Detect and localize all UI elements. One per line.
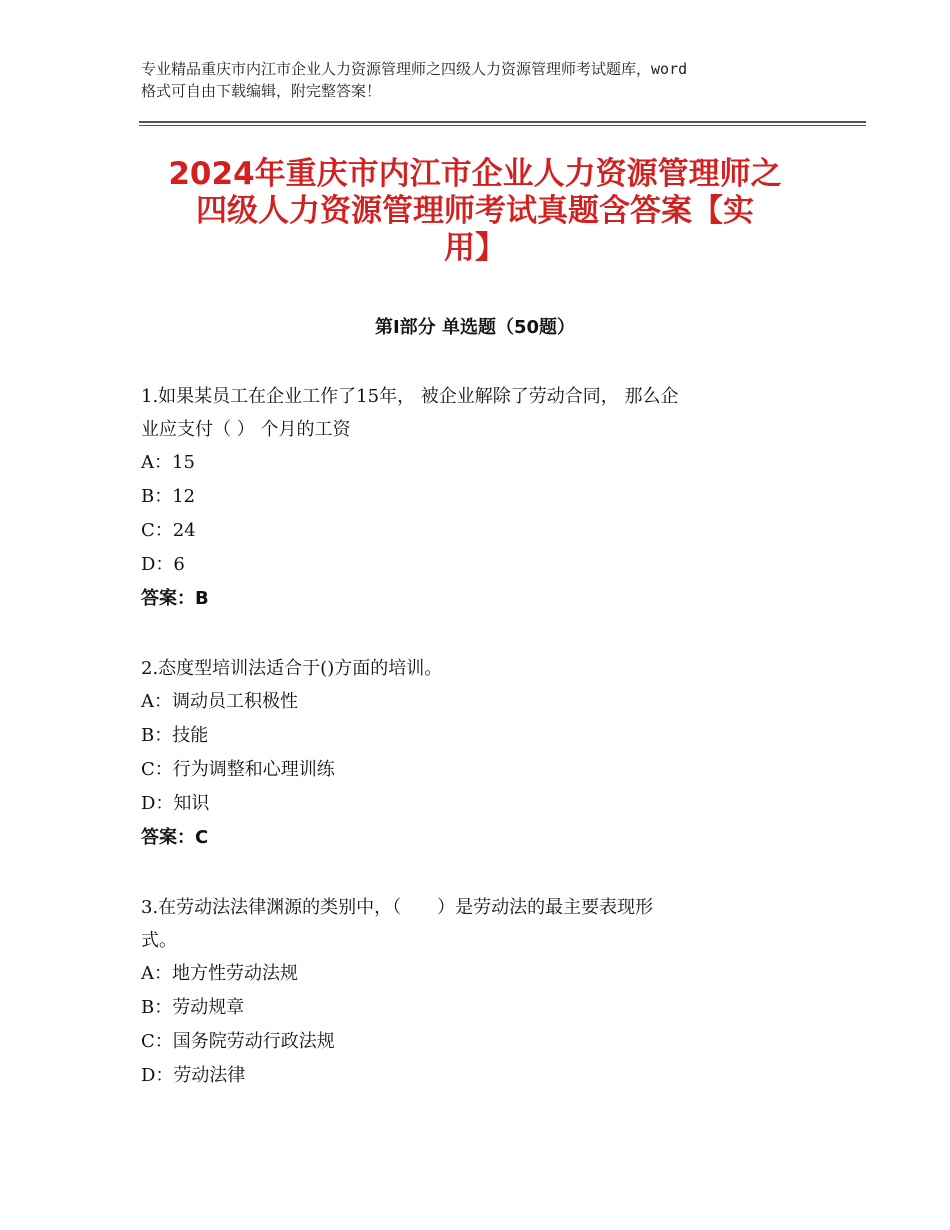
question-item bbox=[141, 652, 811, 855]
option-c: C：行为调整和心理训练 bbox=[141, 759, 335, 780]
header-divider-thin bbox=[139, 125, 866, 126]
header-note-line: 格式可自由下载编辑，附完整答案！ bbox=[141, 82, 382, 100]
option-d: D：劳动法律 bbox=[141, 1065, 246, 1086]
question-stem-line: 2.态度型培训法适合于()方面的培训。 bbox=[141, 658, 443, 679]
option-a: A：地方性劳动法规 bbox=[141, 963, 298, 984]
document-title-line: 四级人力资源管理师考试真题含答案【实 bbox=[196, 193, 754, 229]
header-divider bbox=[139, 121, 866, 123]
section-title: 第Ⅰ部分 单选题（50题） bbox=[374, 317, 575, 338]
question-stem-line: 业应支付（ ） 个月的工资 bbox=[141, 419, 351, 440]
question-stem bbox=[141, 380, 811, 446]
header-note bbox=[141, 58, 841, 102]
option-b: B：技能 bbox=[141, 725, 209, 746]
question-stem-line: 式。 bbox=[141, 930, 177, 951]
document-title-line: 用】 bbox=[444, 230, 506, 266]
option-d: D：知识 bbox=[141, 793, 210, 814]
option-a: A：15 bbox=[141, 452, 195, 473]
answer-label: 答案：B bbox=[141, 588, 209, 609]
option-b: B：劳动规章 bbox=[141, 997, 245, 1018]
document-title bbox=[120, 156, 830, 267]
option-d: D：6 bbox=[141, 554, 185, 575]
question-stem-line: 3.在劳动法法律渊源的类别中，（ ）是劳动法的最主要表现形 bbox=[141, 897, 654, 918]
question-stem-line: 1.如果某员工在企业工作了15年， 被企业解除了劳动合同， 那么企 bbox=[141, 386, 679, 407]
document-title-line: 2024年重庆市内江市企业人力资源管理师之 bbox=[168, 156, 782, 192]
question-item bbox=[141, 891, 811, 1093]
option-a: A：调动员工积极性 bbox=[141, 691, 298, 712]
question-item bbox=[141, 380, 811, 616]
answer-label: 答案：C bbox=[141, 827, 209, 848]
question-stem bbox=[141, 652, 811, 685]
option-c: C：国务院劳动行政法规 bbox=[141, 1031, 335, 1052]
header-note-line: 专业精品重庆市内江市企业人力资源管理师之四级人力资源管理师考试题库，word bbox=[141, 60, 688, 78]
option-b: B：12 bbox=[141, 486, 196, 507]
question-stem bbox=[141, 891, 811, 957]
option-c: C：24 bbox=[141, 520, 196, 541]
